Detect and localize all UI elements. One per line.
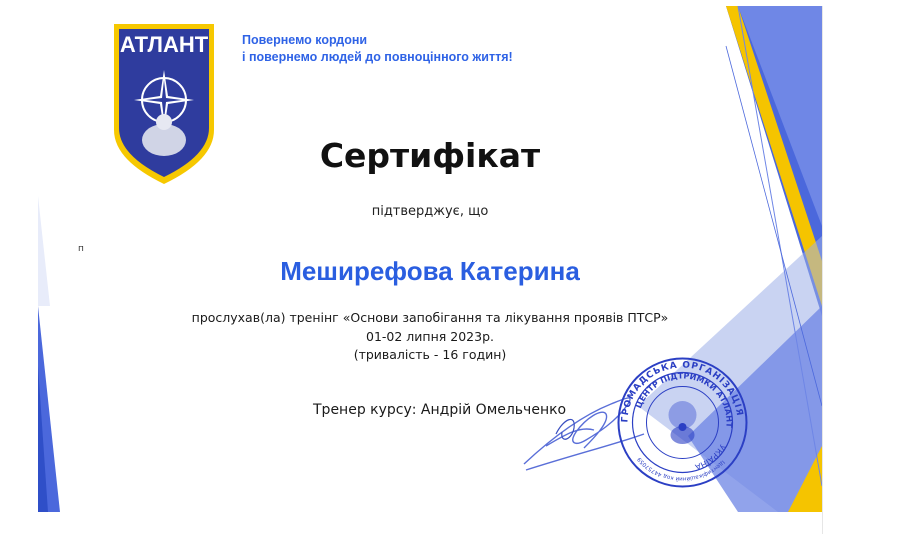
confirms-text: підтверджує, що	[371, 204, 489, 219]
course-duration: (тривалість - 16 годин)	[353, 347, 507, 362]
certificate-page	[38, 6, 822, 512]
stamp-outer-text: ГРОМАДСЬКА ОРГАНІЗАЦІЯ	[620, 360, 745, 423]
recipient-name: Мeширефова Катерина	[280, 256, 580, 286]
slogan-line-1: Повернемо кордони	[242, 33, 368, 47]
slogan-line-2: і повернемо людей до повноцінного життя!	[242, 50, 513, 64]
slogan	[242, 32, 513, 66]
logo-text: АТЛАНТ	[119, 32, 209, 57]
stamp-inner-text: ЦЕНТР ПІДТРИМКИ АТЛАНТ	[634, 371, 734, 428]
stray-mark: п	[78, 244, 84, 254]
stamp-country: УКРАЇНА	[693, 442, 728, 472]
trainer-line: Тренер курсу: Андрій Омельченко	[313, 402, 567, 418]
stamp-code: Ідентифікаційний код 44757059	[636, 455, 726, 482]
svg-text:УКРАЇНА	[693, 443, 727, 472]
course-dates: 01-02 липня 2023р.	[366, 328, 494, 344]
certificate-title: Сертифікат	[319, 136, 541, 175]
page-edge	[822, 6, 823, 534]
course-line-1: прослухав(ла) тренінг «Основи запобігання та лікування проявів ПТСР»	[191, 310, 669, 325]
organization-stamp	[615, 355, 750, 490]
